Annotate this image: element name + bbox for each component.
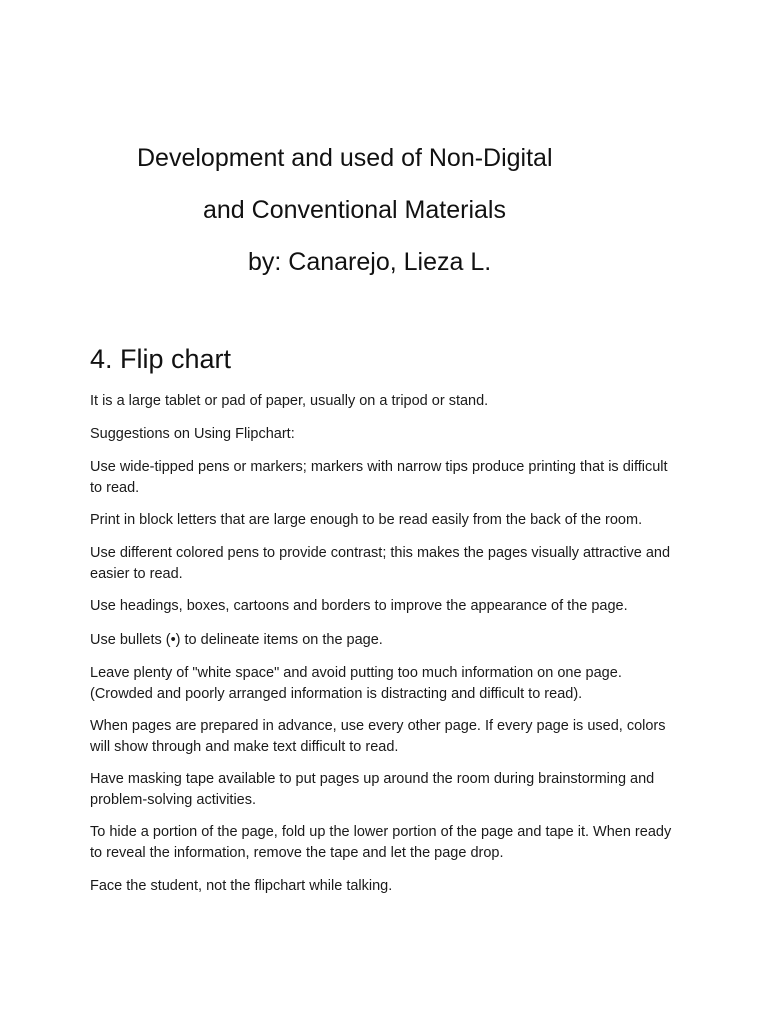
document-title-line-2: and Conventional Materials <box>203 196 506 224</box>
paragraph-white-space: Leave plenty of "white space" and avoid putting too much information on one page. (Crowded and poorly arranged information is distracting and difficult to read). <box>90 665 622 702</box>
paragraph-block-letters: Print in block letters that are large enough to be read easily from the back of the room. <box>90 512 643 528</box>
paragraph-hide-portion: To hide a portion of the page, fold up the lower portion of the page and tape it. When ready to reveal the information, remove the tape and let the page drop. <box>90 824 672 861</box>
paragraph-headings: Use headings, boxes, cartoons and borders to improve the appearance of the page. <box>90 598 628 614</box>
paragraph-every-other-page: When pages are prepared in advance, use every other page. If every page is used, colors will show through and make text difficult to read. <box>90 718 666 755</box>
paragraph-suggestions-heading: Suggestions on Using Flipchart: <box>90 426 295 442</box>
paragraph-definition: It is a large tablet or pad of paper, usually on a tripod or stand. <box>90 393 489 409</box>
paragraph-colored-pens: Use different colored pens to provide contrast; this makes the pages visually attractive and easier to read. <box>90 545 671 582</box>
paragraph-bullets: Use bullets (•) to delineate items on the page. <box>90 632 383 648</box>
paragraph-face-student: Face the student, not the flipchart while talking. <box>90 878 393 894</box>
section-heading: 4. Flip chart <box>90 344 232 374</box>
document-author: by: Canarejo, Lieza L. <box>248 248 492 276</box>
document-title-line-1: Development and used of Non-Digital <box>137 144 553 172</box>
paragraph-masking-tape: Have masking tape available to put pages up around the room during brainstorming and problem-solving activities. <box>90 771 655 808</box>
paragraph-pens: Use wide-tipped pens or markers; markers with narrow tips produce printing that is difficult to read. <box>90 459 668 496</box>
